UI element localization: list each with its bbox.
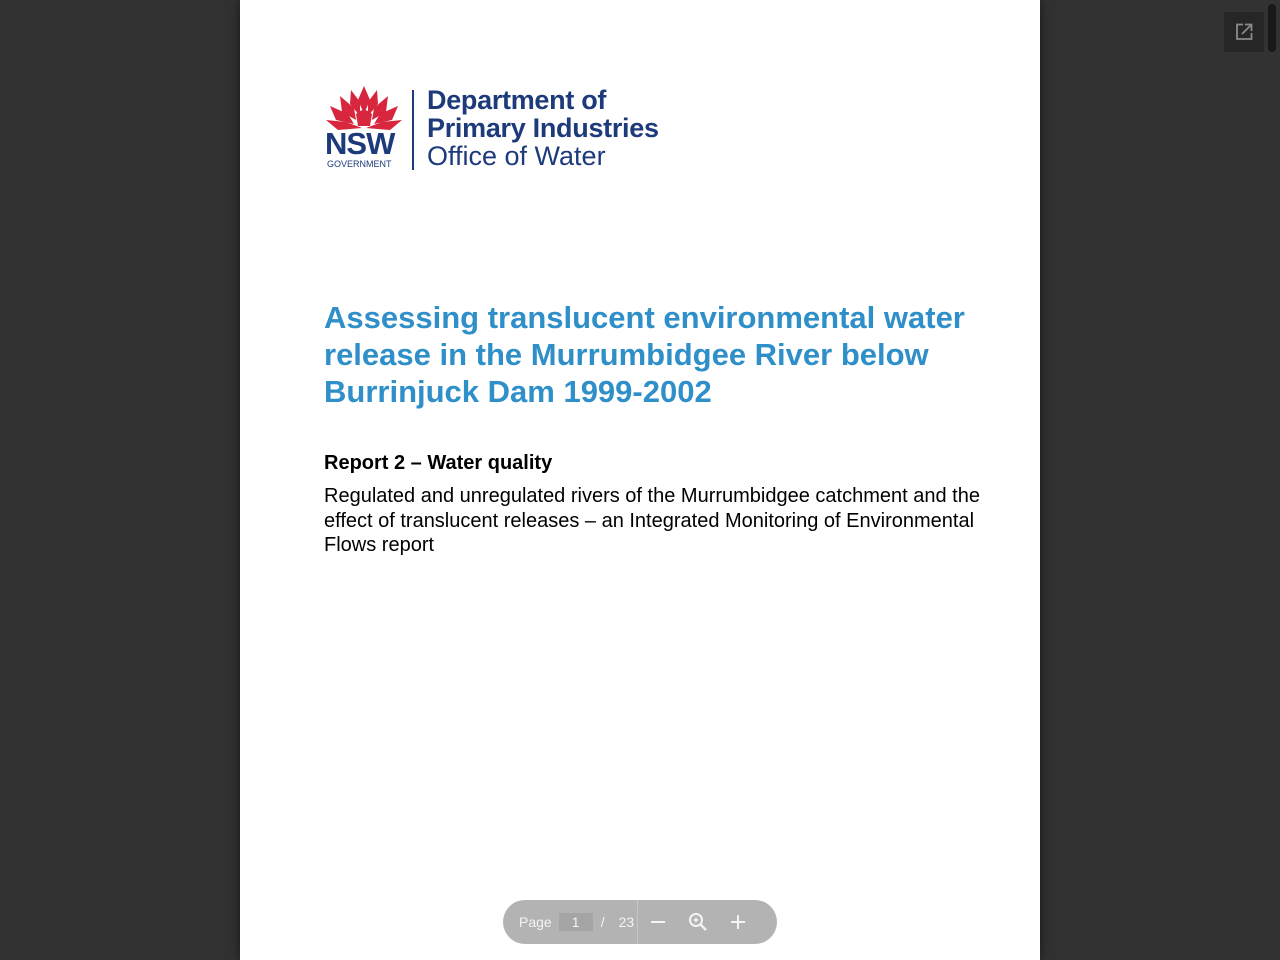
popout-button[interactable] [1224,12,1264,52]
logo-government-text: GOVERNMENT [327,159,392,169]
logo-divider [412,90,414,170]
page-number-input[interactable] [559,913,593,931]
logo-nsw-text: NSW [325,126,395,161]
document-description: Regulated and unregulated rivers of the Murrumbidgee catchment and the effect of translucent releases – an Integrated Monitoring of Environmental Flows report [324,485,980,556]
logo-line-2: Primary Industries [427,113,659,143]
logo-line-1: Department of [427,85,607,115]
page-separator: / [600,914,605,930]
document-subtitle: Report 2 – Water quality [324,452,553,474]
plus-icon [730,914,746,930]
minus-icon [650,914,666,930]
pdf-page [240,0,1040,960]
zoom-fit-button[interactable] [678,900,718,944]
scrollbar-thumb[interactable] [1268,4,1276,52]
waratah-emblem-icon [324,84,404,132]
logo-department [427,86,659,170]
page-navigator [503,900,637,944]
document-title: Assessing translucent environmental water release in the Murrumbidgee River below Burrinjuck Dam 1999-2002 [324,300,965,409]
open-in-new-window-icon [1234,22,1254,42]
zoom-out-button[interactable] [638,900,678,944]
page-label: Page [519,914,552,930]
zoom-magnifier-icon [688,912,708,932]
zoom-in-button[interactable] [718,900,758,944]
nsw-dpi-logo [324,84,704,174]
logo-line-3: Office of Water [427,141,606,171]
pdf-toolbar [503,900,777,944]
total-pages: 23 [618,914,635,930]
